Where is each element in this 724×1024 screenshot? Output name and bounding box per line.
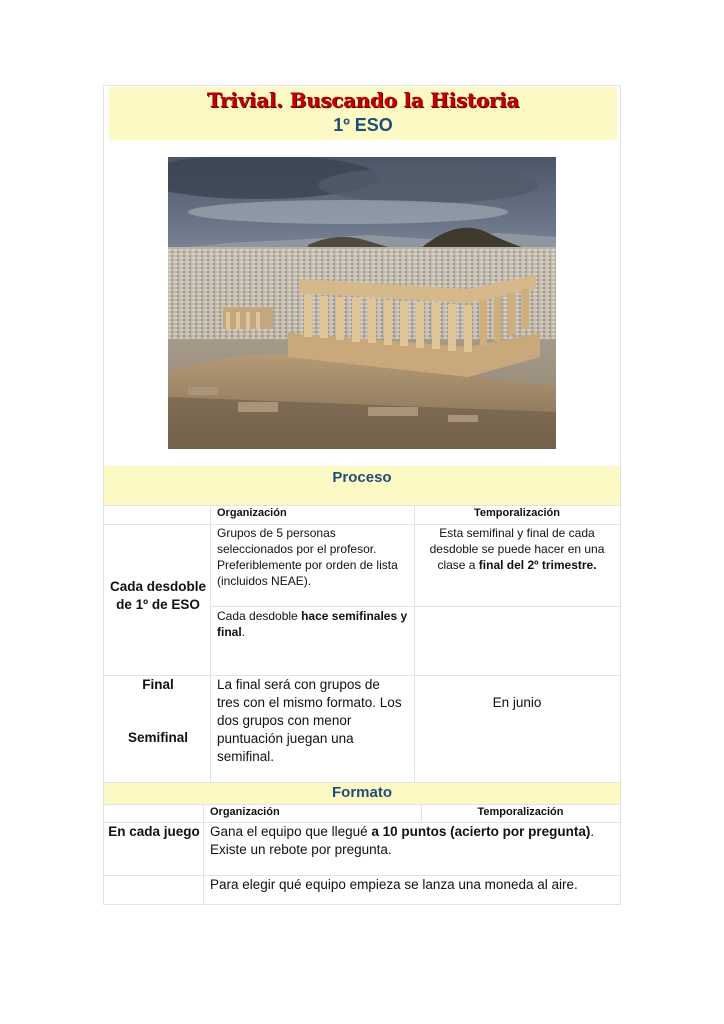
row-label-final: Final: [142, 677, 174, 692]
org-grupos-text: Grupos de 5 personas seleccionados por el profesor. Preferiblemente por orden de lista (incluidos NEAE).: [217, 526, 398, 588]
formato-moneda-text: Para elegir qué equipo empieza se lanza una moneda al aire.: [210, 877, 578, 892]
page-subtitle: 1º ESO: [333, 115, 393, 135]
org-semifinales-text: Cada desdoble hace semifinales y final.: [217, 609, 408, 639]
formato-band: [104, 783, 620, 804]
parthenon-photo: [168, 157, 556, 449]
divider: [104, 505, 620, 506]
proceso-col-temporalizacion: Temporalización: [474, 507, 560, 519]
org-final-text: La final será con grupos de tres con el mismo formato. Los dos grupos con menor puntuación juegan una semifinal.: [217, 677, 402, 764]
proceso-band: [104, 466, 620, 506]
formato-col-organizacion: Organización: [210, 806, 280, 818]
formato-title: Formato: [332, 784, 392, 801]
divider: [414, 505, 415, 782]
divider: [210, 606, 620, 607]
divider: [210, 505, 211, 782]
divider: [203, 804, 204, 904]
temp-junio-text: En junio: [492, 695, 542, 710]
row-label-semifinal: Semifinal: [127, 730, 189, 745]
proceso-title: Proceso: [332, 469, 392, 486]
row-label-en-cada-juego: En cada juego: [108, 824, 200, 839]
row-label-desdoble: Cada desdoble de 1º de ESO: [109, 579, 207, 612]
formato-col-temporalizacion: Temporalización: [477, 806, 564, 818]
proceso-col-organizacion: Organización: [217, 507, 287, 519]
page-title: Trivial. Buscando la Historia: [206, 88, 520, 112]
temp-semifinal-text: Esta semifinal y final de cada desdoble se puede hacer en una clase a final del 2º trimestre.: [429, 526, 605, 572]
divider: [104, 804, 620, 805]
formato-juego-text: Gana el equipo que llegué a 10 puntos (acierto por pregunta). Existe un rebote por pregunta.: [210, 824, 595, 857]
header: [109, 87, 617, 140]
